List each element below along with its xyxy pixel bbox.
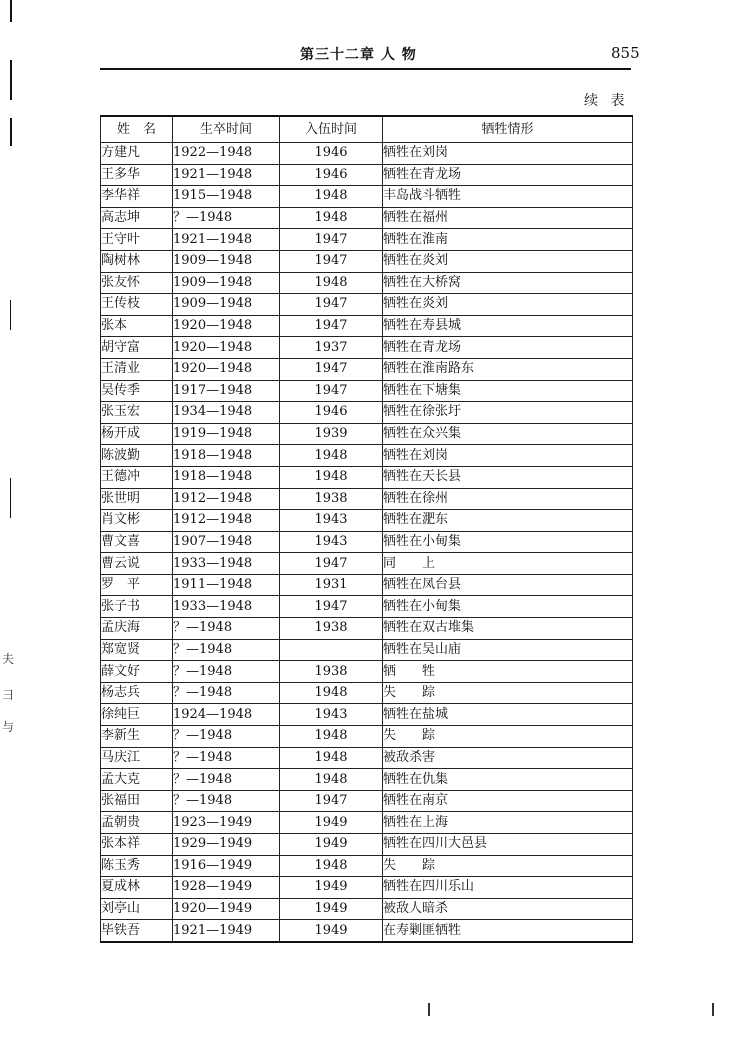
cell-name: 杨志兵 bbox=[101, 682, 173, 704]
cell-enlist-year: 1947 bbox=[280, 315, 383, 337]
column-header-enlist-year: 入伍时间 bbox=[280, 116, 383, 143]
cell-enlist-year: 1947 bbox=[280, 358, 383, 380]
margin-glyph: 彐 bbox=[2, 688, 15, 702]
binding-mark bbox=[10, 0, 12, 22]
cell-name: 郑宽贤 bbox=[101, 639, 173, 661]
binding-mark bbox=[10, 60, 12, 100]
cell-name: 张福田 bbox=[101, 790, 173, 812]
cell-sacrifice: 牺牲在凤台县 bbox=[383, 574, 633, 596]
table-row bbox=[101, 855, 633, 877]
table-row bbox=[101, 553, 633, 575]
cell-life-span: 1907—1948 bbox=[173, 531, 280, 553]
table-row bbox=[101, 661, 633, 683]
cell-life-span: 1921—1949 bbox=[173, 920, 280, 942]
cell-life-span: ？—1948 bbox=[173, 661, 280, 683]
cell-life-span: 1933—1948 bbox=[173, 596, 280, 618]
cell-name: 罗 平 bbox=[101, 574, 173, 596]
margin-glyph: 与 bbox=[2, 720, 15, 734]
cell-sacrifice: 牺牲在徐州 bbox=[383, 488, 633, 510]
cell-life-span: 1919—1948 bbox=[173, 423, 280, 445]
cell-name: 李华祥 bbox=[101, 186, 173, 208]
table-row bbox=[101, 337, 633, 359]
cell-enlist-year: 1943 bbox=[280, 510, 383, 532]
table-row bbox=[101, 704, 633, 726]
table-row bbox=[101, 207, 633, 229]
cell-life-span: 1933—1948 bbox=[173, 553, 280, 575]
cell-life-span: 1920—1948 bbox=[173, 315, 280, 337]
cell-enlist-year: 1937 bbox=[280, 337, 383, 359]
cell-enlist-year: 1948 bbox=[280, 186, 383, 208]
table-row bbox=[101, 877, 633, 899]
cell-life-span: 1923—1949 bbox=[173, 812, 280, 834]
cell-name: 曹云说 bbox=[101, 553, 173, 575]
cell-enlist-year: 1947 bbox=[280, 596, 383, 618]
cell-sacrifice: 牺牲在刘岗 bbox=[383, 143, 633, 165]
cell-life-span: 1928—1949 bbox=[173, 877, 280, 899]
cell-life-span: ？—1948 bbox=[173, 769, 280, 791]
cell-name: 杨开成 bbox=[101, 423, 173, 445]
table-row bbox=[101, 769, 633, 791]
table-row bbox=[101, 229, 633, 251]
cell-name: 王守叶 bbox=[101, 229, 173, 251]
cell-life-span: 1920—1949 bbox=[173, 898, 280, 920]
table-row bbox=[101, 682, 633, 704]
cell-life-span: ？—1948 bbox=[173, 726, 280, 748]
table-row bbox=[101, 618, 633, 640]
cell-life-span: 1921—1948 bbox=[173, 164, 280, 186]
cell-sacrifice: 牺牲在双古堆集 bbox=[383, 618, 633, 640]
cell-enlist-year: 1949 bbox=[280, 877, 383, 899]
cell-sacrifice: 牺牲在福州 bbox=[383, 207, 633, 229]
table-row bbox=[101, 294, 633, 316]
cell-enlist-year: 1938 bbox=[280, 618, 383, 640]
table-row bbox=[101, 790, 633, 812]
table-row bbox=[101, 466, 633, 488]
cell-life-span: 1934—1948 bbox=[173, 402, 280, 424]
table-row bbox=[101, 423, 633, 445]
table-header-row bbox=[101, 116, 633, 143]
table-row bbox=[101, 510, 633, 532]
cell-sacrifice: 牺牲在小甸集 bbox=[383, 531, 633, 553]
cell-name: 陶树林 bbox=[101, 250, 173, 272]
cell-enlist-year bbox=[280, 639, 383, 661]
cell-enlist-year: 1938 bbox=[280, 488, 383, 510]
cell-enlist-year: 1948 bbox=[280, 445, 383, 467]
cell-life-span: 1920—1948 bbox=[173, 337, 280, 359]
cell-enlist-year: 1948 bbox=[280, 726, 383, 748]
cell-life-span: ？—1948 bbox=[173, 207, 280, 229]
cell-life-span: 1922—1948 bbox=[173, 143, 280, 165]
table-row bbox=[101, 747, 633, 769]
table-row bbox=[101, 143, 633, 165]
cell-life-span: 1912—1948 bbox=[173, 510, 280, 532]
cell-name: 高志坤 bbox=[101, 207, 173, 229]
cell-sacrifice: 牺牲在小甸集 bbox=[383, 596, 633, 618]
cell-name: 夏成林 bbox=[101, 877, 173, 899]
cell-enlist-year: 1947 bbox=[280, 553, 383, 575]
cell-name: 王德冲 bbox=[101, 466, 173, 488]
continued-label: 续 表 bbox=[584, 93, 629, 109]
cell-name: 李新生 bbox=[101, 726, 173, 748]
cell-enlist-year: 1948 bbox=[280, 207, 383, 229]
cell-name: 王多华 bbox=[101, 164, 173, 186]
cell-name: 薛文好 bbox=[101, 661, 173, 683]
cell-sacrifice: 失 踪 bbox=[383, 855, 633, 877]
table-row bbox=[101, 164, 633, 186]
cell-sacrifice: 牺牲在淮南路东 bbox=[383, 358, 633, 380]
binding-mark bbox=[10, 300, 11, 330]
cell-enlist-year: 1949 bbox=[280, 920, 383, 942]
column-header-life-span: 生卒时间 bbox=[173, 116, 280, 143]
cell-life-span: 1911—1948 bbox=[173, 574, 280, 596]
table-row bbox=[101, 272, 633, 294]
cell-enlist-year: 1948 bbox=[280, 466, 383, 488]
table-row bbox=[101, 726, 633, 748]
cell-name: 方建凡 bbox=[101, 143, 173, 165]
cell-enlist-year: 1947 bbox=[280, 790, 383, 812]
cell-name: 刘亭山 bbox=[101, 898, 173, 920]
cell-life-span: ？—1948 bbox=[173, 618, 280, 640]
cell-sacrifice: 牺牲在下塘集 bbox=[383, 380, 633, 402]
cell-life-span: ？—1948 bbox=[173, 747, 280, 769]
binding-mark bbox=[10, 478, 11, 518]
cell-name: 张本祥 bbox=[101, 834, 173, 856]
cell-name: 肖文彬 bbox=[101, 510, 173, 532]
cell-name: 马庆江 bbox=[101, 747, 173, 769]
cell-name: 王传枝 bbox=[101, 294, 173, 316]
cell-name: 张友怀 bbox=[101, 272, 173, 294]
cell-name: 孟朝贵 bbox=[101, 812, 173, 834]
cell-sacrifice: 被敌人暗杀 bbox=[383, 898, 633, 920]
cell-name: 张世明 bbox=[101, 488, 173, 510]
cell-sacrifice: 牺牲在徐张圩 bbox=[383, 402, 633, 424]
cell-enlist-year: 1948 bbox=[280, 272, 383, 294]
cell-sacrifice: 牺牲在青龙场 bbox=[383, 164, 633, 186]
cell-life-span: ？—1948 bbox=[173, 790, 280, 812]
cell-sacrifice: 被敌杀害 bbox=[383, 747, 633, 769]
cell-name: 曹文喜 bbox=[101, 531, 173, 553]
cell-sacrifice: 牺牲在盐城 bbox=[383, 704, 633, 726]
header-rule bbox=[100, 68, 631, 70]
cell-enlist-year: 1947 bbox=[280, 294, 383, 316]
cell-enlist-year: 1938 bbox=[280, 661, 383, 683]
table-row bbox=[101, 898, 633, 920]
cell-sacrifice: 牺牲在众兴集 bbox=[383, 423, 633, 445]
cell-enlist-year: 1948 bbox=[280, 682, 383, 704]
cell-name: 徐纯巨 bbox=[101, 704, 173, 726]
cell-life-span: 1918—1948 bbox=[173, 445, 280, 467]
table-row bbox=[101, 250, 633, 272]
column-header-sacrifice: 牺牲情形 bbox=[383, 116, 633, 143]
cell-sacrifice: 牺牲在淝东 bbox=[383, 510, 633, 532]
cell-name: 毕铁吾 bbox=[101, 920, 173, 942]
table-row bbox=[101, 531, 633, 553]
cell-enlist-year: 1946 bbox=[280, 402, 383, 424]
cell-sacrifice: 同 上 bbox=[383, 553, 633, 575]
table-row bbox=[101, 445, 633, 467]
cell-name: 吴传季 bbox=[101, 380, 173, 402]
cell-name: 孟大克 bbox=[101, 769, 173, 791]
cell-enlist-year: 1948 bbox=[280, 855, 383, 877]
table-row bbox=[101, 315, 633, 337]
cell-enlist-year: 1939 bbox=[280, 423, 383, 445]
cell-sacrifice: 牺牲在上海 bbox=[383, 812, 633, 834]
cell-life-span: 1915—1948 bbox=[173, 186, 280, 208]
cell-sacrifice: 失 踪 bbox=[383, 726, 633, 748]
cell-enlist-year: 1949 bbox=[280, 834, 383, 856]
cell-sacrifice: 牺牲在淮南 bbox=[383, 229, 633, 251]
cell-sacrifice: 牺牲在寿县城 bbox=[383, 315, 633, 337]
scan-mark bbox=[428, 1003, 430, 1016]
cell-name: 陈波勤 bbox=[101, 445, 173, 467]
cell-enlist-year: 1949 bbox=[280, 812, 383, 834]
table-row bbox=[101, 639, 633, 661]
cell-sacrifice: 牺 牲 bbox=[383, 661, 633, 683]
cell-life-span: 1912—1948 bbox=[173, 488, 280, 510]
cell-enlist-year: 1931 bbox=[280, 574, 383, 596]
cell-life-span: 1921—1948 bbox=[173, 229, 280, 251]
cell-life-span: 1917—1948 bbox=[173, 380, 280, 402]
cell-enlist-year: 1948 bbox=[280, 747, 383, 769]
table-row bbox=[101, 358, 633, 380]
cell-life-span: 1929—1949 bbox=[173, 834, 280, 856]
cell-sacrifice: 牺牲在天长县 bbox=[383, 466, 633, 488]
cell-enlist-year: 1948 bbox=[280, 769, 383, 791]
cell-name: 陈玉秀 bbox=[101, 855, 173, 877]
cell-life-span: 1909—1948 bbox=[173, 250, 280, 272]
column-header-name: 姓 名 bbox=[101, 116, 173, 143]
cell-enlist-year: 1943 bbox=[280, 704, 383, 726]
cell-sacrifice: 在寿剿匪牺牲 bbox=[383, 920, 633, 942]
cell-sacrifice: 丰岛战斗牺牲 bbox=[383, 186, 633, 208]
margin-glyph: 夫 bbox=[2, 652, 15, 666]
cell-enlist-year: 1947 bbox=[280, 250, 383, 272]
cell-sacrifice: 牺牲在仇集 bbox=[383, 769, 633, 791]
cell-name: 张本 bbox=[101, 315, 173, 337]
chapter-title: 第三十二章 人 物 bbox=[300, 47, 417, 63]
cell-life-span: 1920—1948 bbox=[173, 358, 280, 380]
table-row bbox=[101, 920, 633, 942]
cell-sacrifice: 牺牲在四川乐山 bbox=[383, 877, 633, 899]
table-row bbox=[101, 488, 633, 510]
scan-mark bbox=[712, 1003, 714, 1016]
cell-name: 王清业 bbox=[101, 358, 173, 380]
cell-life-span: ？—1948 bbox=[173, 639, 280, 661]
cell-life-span: 1909—1948 bbox=[173, 272, 280, 294]
cell-name: 张子书 bbox=[101, 596, 173, 618]
cell-enlist-year: 1946 bbox=[280, 143, 383, 165]
cell-enlist-year: 1947 bbox=[280, 380, 383, 402]
table-row bbox=[101, 380, 633, 402]
cell-name: 胡守富 bbox=[101, 337, 173, 359]
cell-enlist-year: 1949 bbox=[280, 898, 383, 920]
page-number: 855 bbox=[611, 44, 640, 62]
cell-life-span: 1909—1948 bbox=[173, 294, 280, 316]
cell-sacrifice: 牺牲在四川大邑县 bbox=[383, 834, 633, 856]
cell-enlist-year: 1946 bbox=[280, 164, 383, 186]
table-row bbox=[101, 402, 633, 424]
table-row bbox=[101, 574, 633, 596]
cell-sacrifice: 牺牲在炎刘 bbox=[383, 250, 633, 272]
table-row bbox=[101, 834, 633, 856]
cell-name: 张玉宏 bbox=[101, 402, 173, 424]
table-row bbox=[101, 596, 633, 618]
table-row bbox=[101, 812, 633, 834]
cell-life-span: 1918—1948 bbox=[173, 466, 280, 488]
cell-sacrifice: 牺牲在大桥窝 bbox=[383, 272, 633, 294]
casualty-table bbox=[100, 115, 633, 943]
cell-enlist-year: 1943 bbox=[280, 531, 383, 553]
cell-life-span: 1916—1949 bbox=[173, 855, 280, 877]
cell-sacrifice: 牺牲在吴山庙 bbox=[383, 639, 633, 661]
table-row bbox=[101, 186, 633, 208]
cell-enlist-year: 1947 bbox=[280, 229, 383, 251]
cell-sacrifice: 牺牲在南京 bbox=[383, 790, 633, 812]
cell-life-span: ？—1948 bbox=[173, 682, 280, 704]
cell-name: 孟庆海 bbox=[101, 618, 173, 640]
binding-mark bbox=[10, 118, 12, 146]
cell-sacrifice: 牺牲在青龙场 bbox=[383, 337, 633, 359]
cell-sacrifice: 牺牲在炎刘 bbox=[383, 294, 633, 316]
cell-sacrifice: 失 踪 bbox=[383, 682, 633, 704]
cell-sacrifice: 牺牲在刘岗 bbox=[383, 445, 633, 467]
cell-life-span: 1924—1948 bbox=[173, 704, 280, 726]
